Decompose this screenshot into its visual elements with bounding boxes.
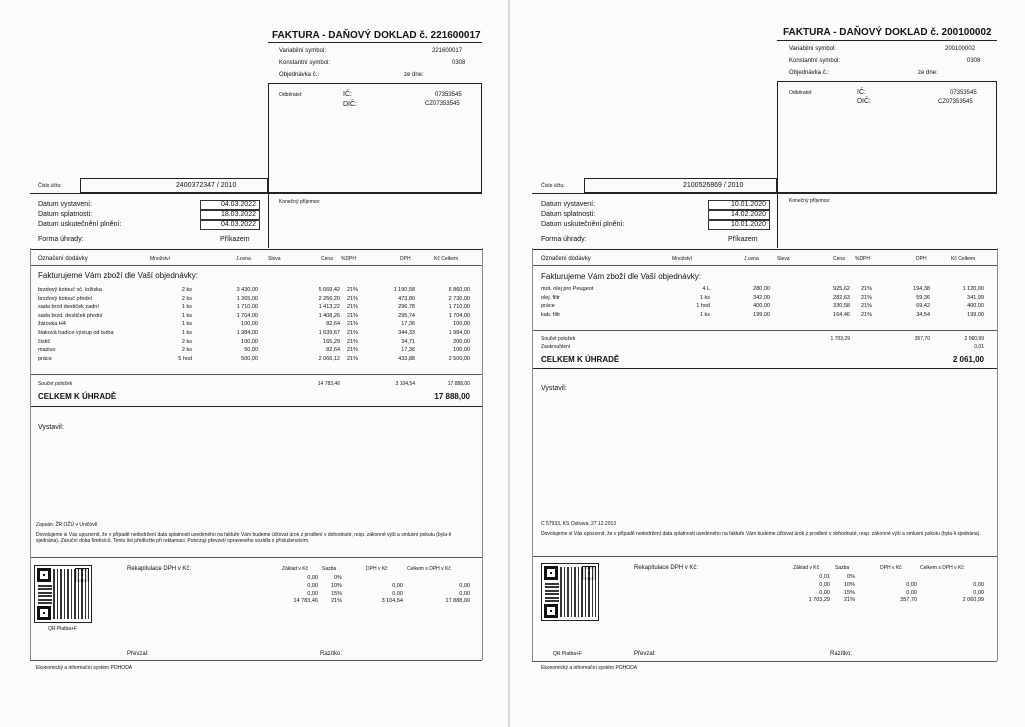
cell-name: čistič <box>38 338 51 345</box>
cell-name: práce <box>541 303 555 310</box>
rekap-cell-celkem: 17 888,00 <box>445 598 470 605</box>
konstantni-value: 0308 <box>452 60 466 66</box>
cell-price: 280,00 <box>753 286 770 292</box>
dic-label: DIČ: <box>857 98 871 105</box>
rekap-cell-celkem: 0,00 <box>973 581 984 588</box>
cell-cena: 1 413,22 <box>318 304 340 311</box>
rekap-cell-sazba: 10% <box>843 581 855 588</box>
cell-qty: 2 ks <box>181 338 192 345</box>
cell-total: 2 730,00 <box>448 295 470 302</box>
datum-splatnosti-label: Datum splatnosti: <box>38 211 93 218</box>
cell-dph-pct: 21% <box>347 304 359 311</box>
cell-cena: 165,29 <box>323 338 340 345</box>
cell-name: práce <box>38 355 52 362</box>
datum-vystaveni-label: Datum vystavení: <box>38 201 93 208</box>
cell-cena: 1 408,26 <box>318 312 340 319</box>
cell-qty: 1 hod <box>696 303 710 310</box>
cell-name: žárovka H4 <box>38 321 66 328</box>
cell-qty: 4 L <box>702 286 710 292</box>
variabilni-value: 221600017 <box>432 48 463 54</box>
forma-value: Příkazem <box>728 236 758 243</box>
zaokrouhleni-label: Zaokrouhlení <box>541 344 571 350</box>
vystavil-label: Vystavil: <box>541 385 567 392</box>
rekap-header-sazba: Sazba <box>322 566 337 572</box>
header-celkem: Kč Celkem <box>434 256 459 262</box>
invoice-title: FAKTURA - DAŇOVÝ DOKLAD č. 200100002 <box>783 27 992 38</box>
header-celkem: Kč Celkem <box>951 256 976 262</box>
cell-total: 400,00 <box>967 303 984 310</box>
cell-price: 199,00 <box>753 311 770 318</box>
rekap-row <box>0 575 508 582</box>
rekap-row <box>510 574 1025 581</box>
invoice-page-2 <box>510 0 1025 727</box>
cell-dph-pct: 21% <box>861 311 873 318</box>
ic-value: 07353545 <box>950 90 977 96</box>
header-oznaceni: Označení dodávky <box>541 256 591 262</box>
table-row <box>510 295 1025 302</box>
table-row <box>510 312 1025 319</box>
invoice-title: FAKTURA - DAŇOVÝ DOKLAD č. 221600017 <box>272 30 481 41</box>
cell-cena: 1 639,67 <box>318 330 340 336</box>
cislo-uctu-label: Číslo účtu: <box>541 183 565 189</box>
rekap-label: Rekapitulace DPH v Kč: <box>634 565 699 571</box>
cell-qty: 5 hod <box>178 355 192 362</box>
header-oznaceni: Označení dodávky <box>38 256 88 262</box>
items-intro: Fakturujeme Vám zboží dle Vaší objednávky: <box>541 272 701 281</box>
rekap-cell-zaklad: 0,00 <box>819 581 830 588</box>
cell-dph: 34,71 <box>401 338 415 345</box>
datum-plneni-value: 04.03.2022 <box>200 220 260 230</box>
cell-cena: 164,46 <box>833 311 850 318</box>
dic-value: CZ07353545 <box>425 101 460 107</box>
soucet-label: Součet položek <box>38 381 73 387</box>
cell-qty: 2 ks <box>181 347 192 354</box>
table-row <box>0 347 508 354</box>
cell-cena: 330,58 <box>833 303 850 310</box>
konstantni-label: Konstantní symbol: <box>279 60 331 66</box>
soucet-label: Součet položek <box>541 336 576 342</box>
ic-label: IČ: <box>857 89 866 96</box>
legal-text: Dovolujeme si Vás upozornit, že v případě nedodržení data splatnosti uvedeného na faktuře Vám budeme účtovat úrok z prodlení v dohodnuté, resp. zákonné výši a smluvní pokutu (byla-li sjednána). <box>541 531 981 537</box>
odberatel-label: Odběratel: <box>279 92 303 98</box>
cell-cena: 2 256,20 <box>318 295 340 302</box>
header-mnozstvi: Množství <box>672 256 693 262</box>
cell-dph-pct: 21% <box>347 355 359 362</box>
table-row <box>0 296 508 303</box>
soucet-total: 2 060,99 <box>964 336 984 342</box>
celkem-label: CELKEM K ÚHRADĚ <box>541 355 620 364</box>
cell-dph: 295,74 <box>398 312 415 319</box>
header-dph: DPH <box>400 256 411 262</box>
objednavka-label: Objednávka č.: <box>279 72 320 78</box>
cell-dph-pct: 21% <box>347 312 359 319</box>
cell-name: kab. filtr <box>541 311 561 318</box>
cell-total: 100,00 <box>453 347 470 354</box>
cell-total: 1 120,00 <box>962 286 984 292</box>
header-jcena: J.cena <box>236 256 251 262</box>
rekap-cell-celkem: 0,00 <box>973 589 984 596</box>
cislo-uctu-box <box>80 178 268 193</box>
forma-label: Forma úhrady: <box>38 236 84 243</box>
ic-label: IČ: <box>343 91 352 98</box>
datum-vystaveni-value: 04.03.2022 <box>200 200 260 210</box>
celkem-value: 17 888,00 <box>434 392 470 401</box>
cell-dph: 34,54 <box>916 311 930 318</box>
forma-label: Forma úhrady: <box>541 236 587 243</box>
rekap-header-zaklad: Základ v Kč <box>793 565 820 571</box>
rekap-cell-sazba: 21% <box>330 598 342 605</box>
cislo-uctu-value: 2100526869 / 2010 <box>683 182 744 189</box>
cell-dph: 473,80 <box>398 295 415 302</box>
soucet-dph: 357,70 <box>914 336 930 342</box>
variabilni-label: Variabilní symbol: <box>789 46 836 52</box>
rekap-header-sazba: Sazba <box>835 565 850 571</box>
cell-qty: 1 ks <box>181 321 192 328</box>
rekap-cell-dph: 0,00 <box>392 590 403 597</box>
cell-name: mazivo <box>38 347 56 354</box>
cell-total: 1 704,00 <box>448 312 470 319</box>
table-row <box>0 330 508 337</box>
cell-dph-pct: 21% <box>347 338 359 345</box>
cell-qty: 2 ks <box>181 287 192 293</box>
rekap-cell-dph: 0,00 <box>392 582 403 589</box>
zapsan-text: Zapsán: ŽR OŽÚ v Uničově <box>36 522 98 528</box>
prevzal-label: Převzal: <box>127 651 149 657</box>
cell-name: olej. filtr <box>541 294 560 301</box>
rekap-cell-celkem: 2 060,99 <box>962 597 984 604</box>
konecny-prijemce-label: Konečný příjemce: <box>789 198 831 204</box>
cell-dph: 1 190,58 <box>393 287 415 293</box>
rekap-cell-sazba: 15% <box>843 589 855 596</box>
cell-name: sada brzd destiček zadní <box>38 304 99 311</box>
header-dph: DPH <box>916 256 927 262</box>
header-sleva: Sleva <box>268 256 281 262</box>
rekap-cell-dph: 3 104,54 <box>381 598 403 605</box>
cell-price: 1 984,00 <box>236 330 258 336</box>
rekap-cell-dph: 0,00 <box>906 589 917 596</box>
rekap-row <box>0 583 508 590</box>
datum-vystaveni-value: 10.01.2020 <box>708 200 770 210</box>
soucet-cena: 1 703,29 <box>830 336 850 342</box>
vystavil-label: Vystavil: <box>38 424 64 431</box>
forma-value: Příkazem <box>220 236 250 243</box>
rekap-cell-sazba: 10% <box>330 582 342 589</box>
rekap-header-celkem: Celkem s DPH v Kč <box>920 565 964 571</box>
cislo-uctu-box <box>584 178 777 193</box>
invoice-page-1 <box>0 0 508 727</box>
rekap-cell-zaklad: 0,00 <box>307 590 318 597</box>
cislo-uctu-value: 2400372347 / 2010 <box>176 182 237 189</box>
ic-value: 07353545 <box>435 92 462 98</box>
rekap-cell-sazba: 0% <box>847 574 855 580</box>
cell-name: brzdový kotouč vč. ložiska <box>38 287 102 293</box>
datum-splatnosti-label: Datum splatnosti: <box>541 211 596 218</box>
datum-splatnosti-value: 14.02.2020 <box>708 210 770 220</box>
cell-total: 200,00 <box>453 338 470 345</box>
cell-total: 1 710,00 <box>448 304 470 311</box>
cell-dph: 194,38 <box>913 286 930 292</box>
cell-qty: 1 ks <box>699 311 710 318</box>
qr-label: QR Platba+F <box>48 626 78 632</box>
cell-dph-pct: 21% <box>347 321 359 328</box>
header-dph-pct: %DPH <box>855 256 871 262</box>
footer-text: Ekonomický a informační systém POHODA <box>36 665 133 671</box>
rekap-cell-sazba: 0% <box>334 575 342 581</box>
cell-cena: 5 669,42 <box>318 287 340 293</box>
rekap-cell-dph: 0,00 <box>906 581 917 588</box>
rekap-cell-sazba: 15% <box>330 590 342 597</box>
rekap-cell-zaklad: 0,01 <box>819 574 830 580</box>
odberatel-label: Odběratel: <box>789 90 813 96</box>
dic-value: CZ07353545 <box>938 99 973 105</box>
rekap-header-zaklad: Základ v Kč <box>282 566 309 572</box>
datum-splatnosti-value: 18.03.2022 <box>200 210 260 220</box>
cell-total: 199,00 <box>967 311 984 318</box>
cell-price: 1 704,00 <box>236 312 258 319</box>
cell-name: brzdový kotouč přední <box>38 295 93 302</box>
cell-dph-pct: 21% <box>861 303 873 310</box>
cell-total: 341,99 <box>967 294 984 301</box>
cell-dph: 296,78 <box>398 304 415 311</box>
cell-dph: 17,36 <box>401 347 415 354</box>
rekap-row <box>510 582 1025 589</box>
cell-dph-pct: 21% <box>347 287 359 293</box>
soucet-cena: 14 783,46 <box>317 381 340 387</box>
odberatel-box <box>268 83 482 193</box>
cell-qty: 1 ks <box>181 304 192 311</box>
cell-price: 100,00 <box>241 338 258 345</box>
cell-dph-pct: 21% <box>347 347 359 354</box>
variabilni-label: Variabilní symbol: <box>279 48 326 54</box>
table-row <box>0 356 508 363</box>
header-dph-pct: %DPH <box>341 256 357 262</box>
table-row <box>0 304 508 311</box>
zaokrouhleni-value: 0,01 <box>974 344 984 350</box>
variabilni-value: 200100002 <box>945 46 976 52</box>
cell-dph-pct: 21% <box>347 330 359 336</box>
zapsan-text: C 57933, KS Ostrava, 27.12.2013 <box>541 521 617 527</box>
prevzal-label: Převzal: <box>634 651 656 657</box>
rekap-cell-zaklad: 0,00 <box>819 589 830 596</box>
konecny-prijemce-label: Konečný příjemce: <box>279 199 321 205</box>
rekap-cell-zaklad: 14 783,46 <box>293 598 318 605</box>
cell-qty: 1 ks <box>181 312 192 319</box>
rekap-cell-zaklad: 1 703,29 <box>808 597 830 604</box>
rekap-header-celkem: Celkem s DPH v Kč <box>407 566 451 572</box>
cell-total: 1 984,00 <box>448 330 470 336</box>
rekap-row <box>0 591 508 598</box>
rekap-row <box>0 598 508 605</box>
cell-total: 6 860,00 <box>448 287 470 293</box>
table-row <box>0 313 508 320</box>
header-sleva: Sleva <box>777 256 790 262</box>
cell-price: 1 365,00 <box>236 295 258 302</box>
header-cena: Cena <box>833 256 845 262</box>
rekap-cell-zaklad: 0,00 <box>307 582 318 589</box>
objednavka-label: Objednávka č.: <box>789 70 830 76</box>
dic-label: DIČ: <box>343 101 357 108</box>
cell-cena: 925,62 <box>833 286 850 292</box>
rekap-cell-dph: 357,70 <box>900 597 917 604</box>
rekap-row <box>510 597 1025 604</box>
cell-dph: 344,33 <box>398 330 415 336</box>
konstantni-label: Konstantní symbol: <box>789 58 841 64</box>
cell-dph-pct: 21% <box>861 294 873 301</box>
odberatel-box <box>777 81 997 193</box>
konstantni-value: 0308 <box>967 58 981 64</box>
cell-cena: 2 066,12 <box>318 355 340 362</box>
cell-dph: 17,36 <box>401 321 415 328</box>
rekap-cell-sazba: 21% <box>843 597 855 604</box>
cell-name: sada brzd. destiček přední <box>38 312 103 319</box>
ze-dne-label: ze dne: <box>404 72 424 78</box>
datum-plneni-label: Datum uskutečnění plnění: <box>541 221 625 228</box>
footer-text: Ekonomický a informační systém POHODA <box>541 665 638 671</box>
celkem-label: CELKEM K ÚHRADĚ <box>38 392 117 401</box>
cell-price: 100,00 <box>241 321 258 328</box>
cell-qty: 1 ks <box>699 294 710 301</box>
cell-qty: 2 ks <box>181 295 192 302</box>
cell-qty: 1 ks <box>181 330 192 336</box>
table-row <box>0 287 508 294</box>
cell-name: šlaková hadice výstup od turba <box>38 330 114 336</box>
table-row <box>0 321 508 328</box>
rekap-header-dph: DPH v Kč <box>880 565 902 571</box>
rekap-cell-zaklad: 0,00 <box>307 575 318 581</box>
soucet-dph: 3 104,54 <box>395 381 415 387</box>
legal-text: Dovolujeme si Vás upozornit, že v případě nedodržení data splatnosti uvedeného na faktuře Vám budeme účtovat úrok z prodlení v dohodnuté, resp. zákonné výši a smluvní pokutu (byla-li sjednána). Záruční doba 6měsíců. Tento list předložte při reklamaci. Potvrzuji převzetí opraveného vozidla s příslušenstvím. <box>36 532 451 544</box>
cell-price: 400,00 <box>753 303 770 310</box>
cell-dph: 59,36 <box>916 294 930 301</box>
datum-vystaveni-label: Datum vystavení: <box>541 201 596 208</box>
rekap-row <box>510 590 1025 597</box>
cell-dph-pct: 21% <box>861 286 873 292</box>
cell-price: 500,00 <box>241 355 258 362</box>
cell-cena: 82,64 <box>326 321 340 328</box>
rekap-header-dph: DPH v Kč <box>366 566 388 572</box>
cell-price: 342,00 <box>753 294 770 301</box>
rekap-cell-celkem: 0,00 <box>459 582 470 589</box>
table-row <box>510 303 1025 310</box>
header-jcena: J.cena <box>744 256 759 262</box>
cislo-uctu-label: Číslo účtu: <box>38 183 62 189</box>
header-mnozstvi: Množství <box>150 256 171 262</box>
datum-plneni-value: 10.01.2020 <box>708 220 770 230</box>
cell-total: 2 500,00 <box>448 355 470 362</box>
cell-name: mot. olej pro Peugeot <box>541 286 594 292</box>
cell-total: 100,00 <box>453 321 470 328</box>
razitko-label: Razítko: <box>320 651 343 657</box>
cell-cena: 82,64 <box>326 347 340 354</box>
qr-label: QR Platba+F <box>553 651 583 657</box>
datum-plneni-label: Datum uskutečnění plnění: <box>38 221 122 228</box>
ze-dne-label: ze dne: <box>918 70 938 76</box>
table-row <box>510 286 1025 293</box>
celkem-value: 2 061,00 <box>952 355 984 364</box>
table-row <box>0 339 508 346</box>
cell-price: 1 710,00 <box>236 304 258 311</box>
cell-dph: 433,88 <box>398 355 415 362</box>
items-intro: Fakturujeme Vám zboží dle Vaší objednávky: <box>38 271 198 280</box>
cell-dph: 69,42 <box>916 303 930 310</box>
razitko-label: Razítko: <box>830 651 853 657</box>
header-cena: Cena <box>321 256 333 262</box>
cell-price: 3 430,00 <box>236 287 258 293</box>
rekap-cell-celkem: 0,00 <box>459 590 470 597</box>
cell-dph-pct: 21% <box>347 295 359 302</box>
rekap-label: Rekapitulace DPH v Kč: <box>127 566 192 572</box>
soucet-total: 17 888,00 <box>447 381 470 387</box>
cell-cena: 282,63 <box>833 294 850 301</box>
cell-price: 50,00 <box>244 347 258 354</box>
